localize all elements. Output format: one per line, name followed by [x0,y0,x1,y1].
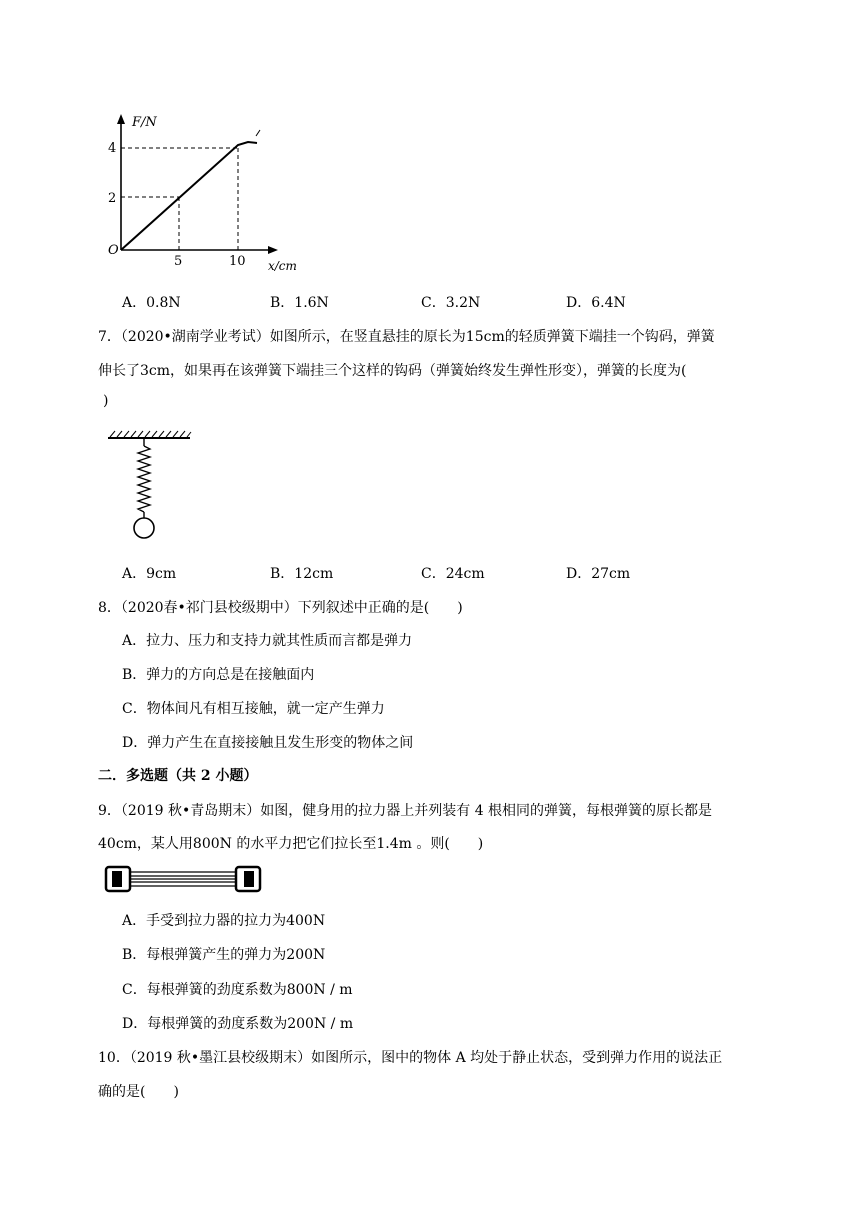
q7-option-c[interactable]: C．24cm [421,566,485,582]
data-line-tail [256,130,260,136]
q7-option-b[interactable]: B．12cm [270,566,334,582]
q7-stem-line1: 7．（2020•湖南学业考试）如图所示，在竖直悬挂的原长为15cm的轻质弹簧下端挂一个钩码，弹簧 [98,329,715,345]
q6-option-a[interactable]: A．0.8N [122,295,181,311]
force-extension-graph [108,112,308,272]
q10-stem-line2: 确的是( ) [98,1084,179,1100]
q8-option-d[interactable]: D．弹力产生在直接接触且发生形变的物体之间 [122,735,414,751]
springs [130,872,236,886]
x-axis-arrow [268,246,278,254]
q9-option-d[interactable]: D．每根弹簧的劲度系数为200N / m [122,1016,354,1032]
q6-options [0,292,860,312]
q6-option-d[interactable]: D．6.4N [566,295,626,311]
q9-option-b[interactable]: B．每根弹簧产生的弹力为200N [122,947,326,963]
y-tick-2: 2 [108,191,117,206]
hanging-spring-figure [104,430,196,548]
q6-option-c[interactable]: C．3.2N [421,295,481,311]
chest-expander-figure [104,864,264,894]
q8-option-c[interactable]: C．物体间凡有相互接触，就一定产生弹力 [122,701,385,717]
y-axis-arrow [117,114,125,124]
q8-option-b[interactable]: B．弹力的方向总是在接触面内 [122,667,315,683]
data-line [121,142,257,250]
q9-option-a[interactable]: A．手受到拉力器的拉力为400N [122,913,326,929]
q7-stem-line2: 伸长了3cm，如果再在该弹簧下端挂三个这样的钩码（弹簧始终发生弹性形变），弹簧的长度为( [98,363,687,379]
origin-label: O [108,243,119,258]
x-tick-10: 10 [229,254,246,269]
x-tick-5: 5 [174,254,183,269]
q7-option-a[interactable]: A．9cm [122,566,177,582]
q8-option-a[interactable]: A．拉力、压力和支持力就其性质而言都是弹力 [122,633,413,649]
q10-stem-line1: 10．（2019 秋•墨江县校级期末）如图所示，图中的物体 A 均处于静止状态，受到弹力作用的说法正 [98,1050,723,1066]
q9-option-c[interactable]: C．每根弹簧的劲度系数为800N / m [122,982,353,998]
spring-coil [138,446,150,512]
q8-stem: 8．（2020春•祁门县校级期中）下列叙述中正确的是( ) [98,600,463,616]
q7-options [0,563,860,583]
q6-option-b[interactable]: B．1.6N [270,295,329,311]
ceiling-hatch [110,431,191,437]
q7-option-d[interactable]: D．27cm [566,566,631,582]
x-axis-label: x/cm [268,259,297,272]
q7-stem-line3: ) [103,393,109,409]
y-tick-4: 4 [108,141,117,156]
hook-weight [134,518,154,538]
q9-stem-line2: 40cm，某人用800N 的水平力把它们拉长至1.4m 。则( ) [98,836,484,852]
q9-stem-line1: 9．（2019 秋•青岛期末）如图，健身用的拉力器上并列装有 4 根相同的弹簧，每根弹簧的原长都是 [98,803,713,819]
section-heading-multiple-choice: 二．多选题（共 2 小题） [98,768,258,784]
y-axis-label: F/N [132,115,157,130]
